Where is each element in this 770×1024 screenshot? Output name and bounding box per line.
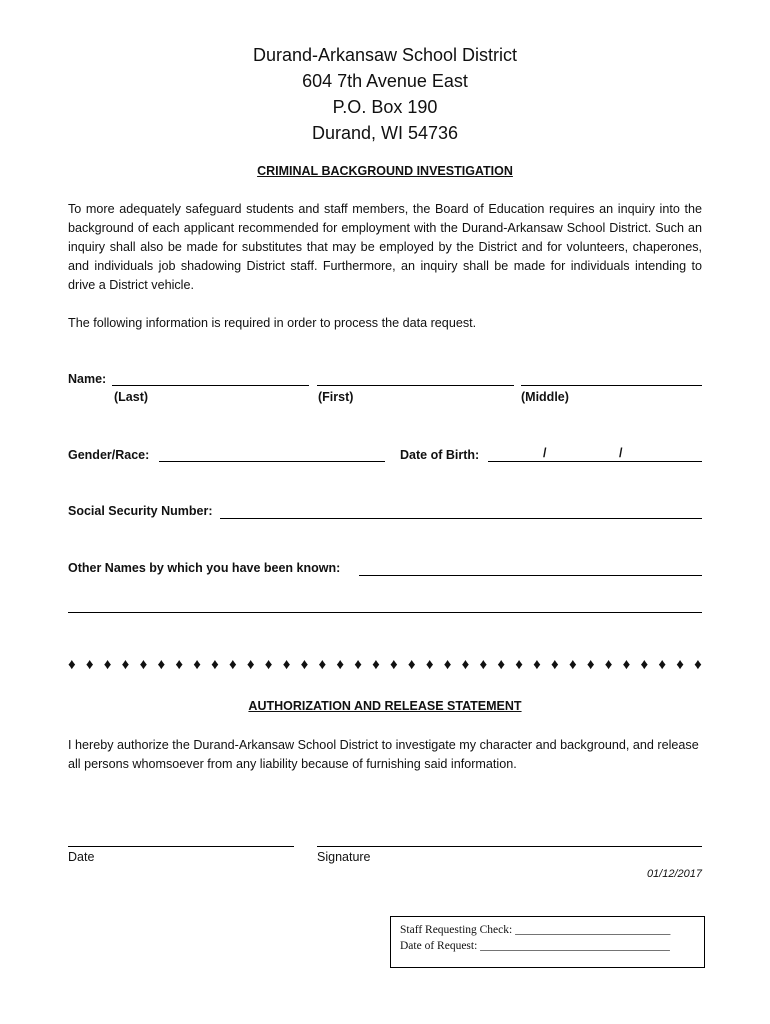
- diamond-glyph: ♦: [515, 656, 523, 673]
- diamond-glyph: ♦: [139, 656, 148, 673]
- signature-field[interactable]: [317, 846, 702, 847]
- diamond-glyph: ♦: [300, 656, 309, 673]
- diamond-glyph: ♦: [372, 656, 380, 673]
- other-names-field-continued[interactable]: [68, 612, 702, 613]
- dob-label: Date of Birth:: [400, 448, 480, 462]
- diamond-glyph: ♦: [676, 656, 684, 673]
- diamond-glyph: ♦: [497, 656, 506, 673]
- diamond-glyph: ♦: [425, 656, 434, 673]
- last-label: (Last): [114, 390, 149, 404]
- diamond-divider: [68, 656, 702, 673]
- diamond-glyph: ♦: [658, 656, 667, 673]
- first-label: (First): [318, 390, 354, 404]
- dob-field[interactable]: [488, 461, 702, 462]
- intro-text: The following information is required in order to process the data request.: [68, 316, 477, 330]
- diamond-glyph: ♦: [640, 656, 649, 673]
- dob-separator-1: /: [543, 446, 547, 460]
- diamond-glyph: ♦: [68, 656, 76, 673]
- ssn-field[interactable]: [220, 518, 702, 519]
- diamond-glyph: ♦: [175, 656, 183, 673]
- district-city: Durand, WI 54736: [311, 123, 459, 143]
- diamond-glyph: ♦: [694, 656, 702, 673]
- diamond-glyph: ♦: [157, 656, 166, 673]
- diamond-glyph: ♦: [211, 656, 219, 673]
- other-names-label: Other Names by which you have been known:: [68, 561, 341, 575]
- diamond-glyph: ♦: [354, 656, 362, 673]
- middle-label: (Middle): [521, 390, 569, 404]
- diamond-glyph: ♦: [586, 656, 595, 673]
- diamond-glyph: ♦: [551, 656, 559, 673]
- criminal-background-title: CRIMINAL BACKGROUND INVESTIGATION: [257, 164, 513, 178]
- policy-paragraph: To more adequately safeguard students and staff members, the Board of Education requires an inquiry into the background of each applicant recommended for employment with the Durand-Arkansaw School District. Such an inquiry shall also be made for substitutes that may be employed by the District and for volunteers, chaperones, and individuals job shadowing District staff. Furthermore, an inquiry shall be made for individuals intending to drive a District vehicle.: [68, 202, 702, 292]
- diamond-glyph: ♦: [390, 656, 398, 673]
- gender-race-field[interactable]: [159, 461, 385, 462]
- gender-race-label: Gender/Race:: [68, 448, 150, 462]
- diamond-glyph: ♦: [461, 656, 470, 673]
- staff-requesting-check: Staff Requesting Check: ___________________________: [400, 924, 671, 936]
- name-label: Name:: [68, 372, 107, 386]
- office-use-box: [390, 916, 705, 968]
- diamond-glyph: ♦: [264, 656, 273, 673]
- form-revision-date: 01/12/2017: [646, 868, 702, 880]
- diamond-glyph: ♦: [407, 656, 416, 673]
- diamond-glyph: ♦: [568, 656, 577, 673]
- first-name-field[interactable]: [317, 385, 514, 386]
- diamond-glyph: ♦: [103, 656, 112, 673]
- diamond-glyph: ♦: [318, 656, 327, 673]
- diamond-glyph: ♦: [229, 656, 237, 673]
- diamond-glyph: ♦: [193, 656, 201, 673]
- date-field[interactable]: [68, 846, 294, 847]
- ssn-label: Social Security Number:: [68, 504, 213, 518]
- diamond-glyph: ♦: [282, 656, 291, 673]
- diamond-glyph: ♦: [85, 656, 94, 673]
- other-names-field[interactable]: [359, 575, 702, 576]
- date-of-request: Date of Request: _________________________________: [400, 940, 670, 952]
- authorization-title: AUTHORIZATION AND RELEASE STATEMENT: [248, 699, 522, 713]
- district-po-box: P.O. Box 190: [332, 97, 438, 117]
- dob-separator-2: /: [619, 446, 623, 460]
- district-name: Durand-Arkansaw School District: [252, 45, 518, 65]
- diamond-glyph: ♦: [443, 656, 452, 673]
- diamond-glyph: ♦: [479, 656, 488, 673]
- diamond-glyph: ♦: [246, 656, 255, 673]
- diamond-glyph: ♦: [604, 656, 613, 673]
- district-address: 604 7th Avenue East: [302, 71, 468, 91]
- diamond-glyph: ♦: [121, 656, 130, 673]
- signature-label: Signature: [317, 850, 371, 864]
- diamond-glyph: ♦: [336, 656, 345, 673]
- last-name-field[interactable]: [112, 385, 309, 386]
- date-label: Date: [68, 850, 95, 864]
- middle-name-field[interactable]: [521, 385, 702, 386]
- diamond-glyph: ♦: [533, 656, 541, 673]
- authorization-paragraph: I hereby authorize the Durand-Arkansaw School District to investigate my character and background, and release all persons whomsoever from any liability because of furnishing said information.: [68, 738, 699, 771]
- diamond-glyph: ♦: [622, 656, 631, 673]
